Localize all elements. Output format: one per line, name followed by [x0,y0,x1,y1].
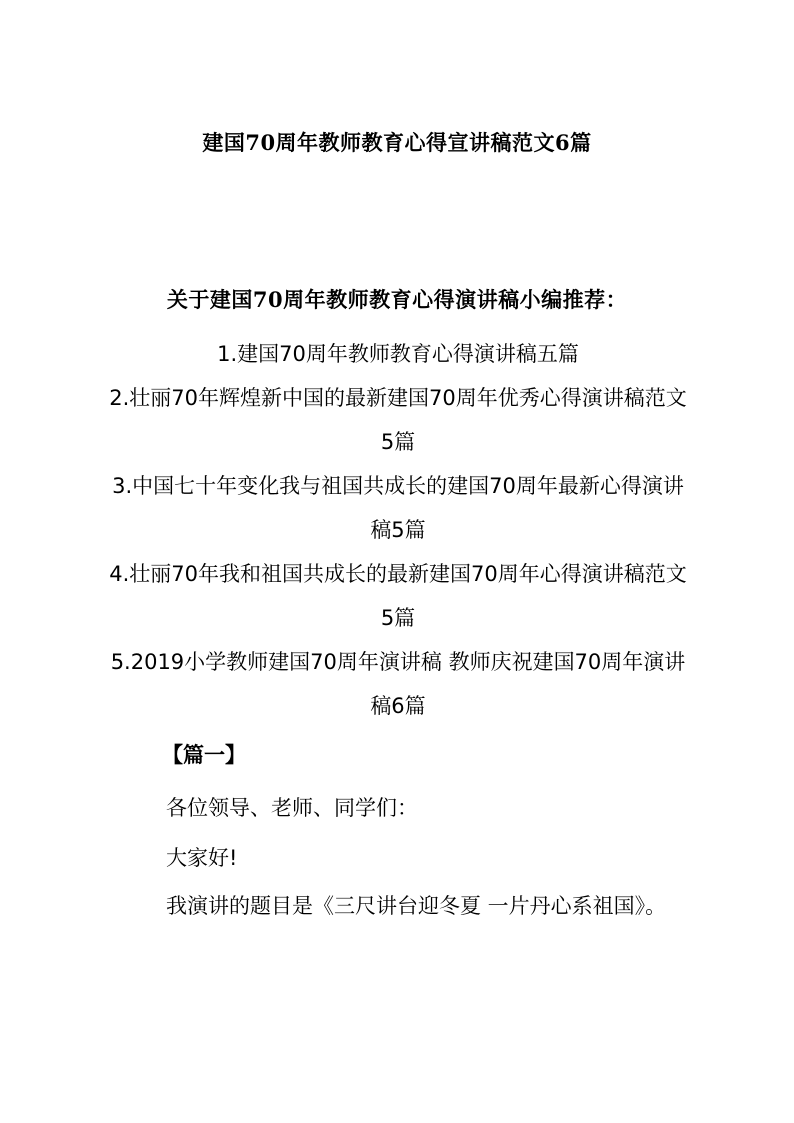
recommendation-list [108,332,688,728]
recommendation-item-2[interactable]: 2.壮丽70年辉煌新中国的最新建国70周年优秀心得演讲稿范文5篇 [109,386,687,454]
recommendation-item-4[interactable]: 4.壮丽70年我和祖国共成长的最新建国70周年心得演讲稿范文5篇 [109,562,687,630]
paragraph-speech-topic: 我演讲的题目是《三尺讲台迎冬夏 一片丹心系祖国》。 [166,894,667,918]
recommendation-item-5[interactable]: 5.2019小学教师建国70周年演讲稿 教师庆祝建国70周年演讲稿6篇 [110,650,686,718]
section-heading: 【篇一】 [162,742,246,767]
recommendation-item-1[interactable]: 1.建国70周年教师教育心得演讲稿五篇 [217,342,579,366]
recommendation-item-3[interactable]: 3.中国七十年变化我与祖国共成长的建国70周年最新心得演讲稿5篇 [112,474,684,542]
recommend-heading: 关于建国70周年教师教育心得演讲稿小编推荐： [166,287,628,312]
paragraph-greeting: 各位领导、老师、同学们： [166,796,418,820]
document-title: 建国70周年教师教育心得宣讲稿范文6篇 [202,130,592,155]
paragraph-hello: 大家好! [166,846,238,870]
